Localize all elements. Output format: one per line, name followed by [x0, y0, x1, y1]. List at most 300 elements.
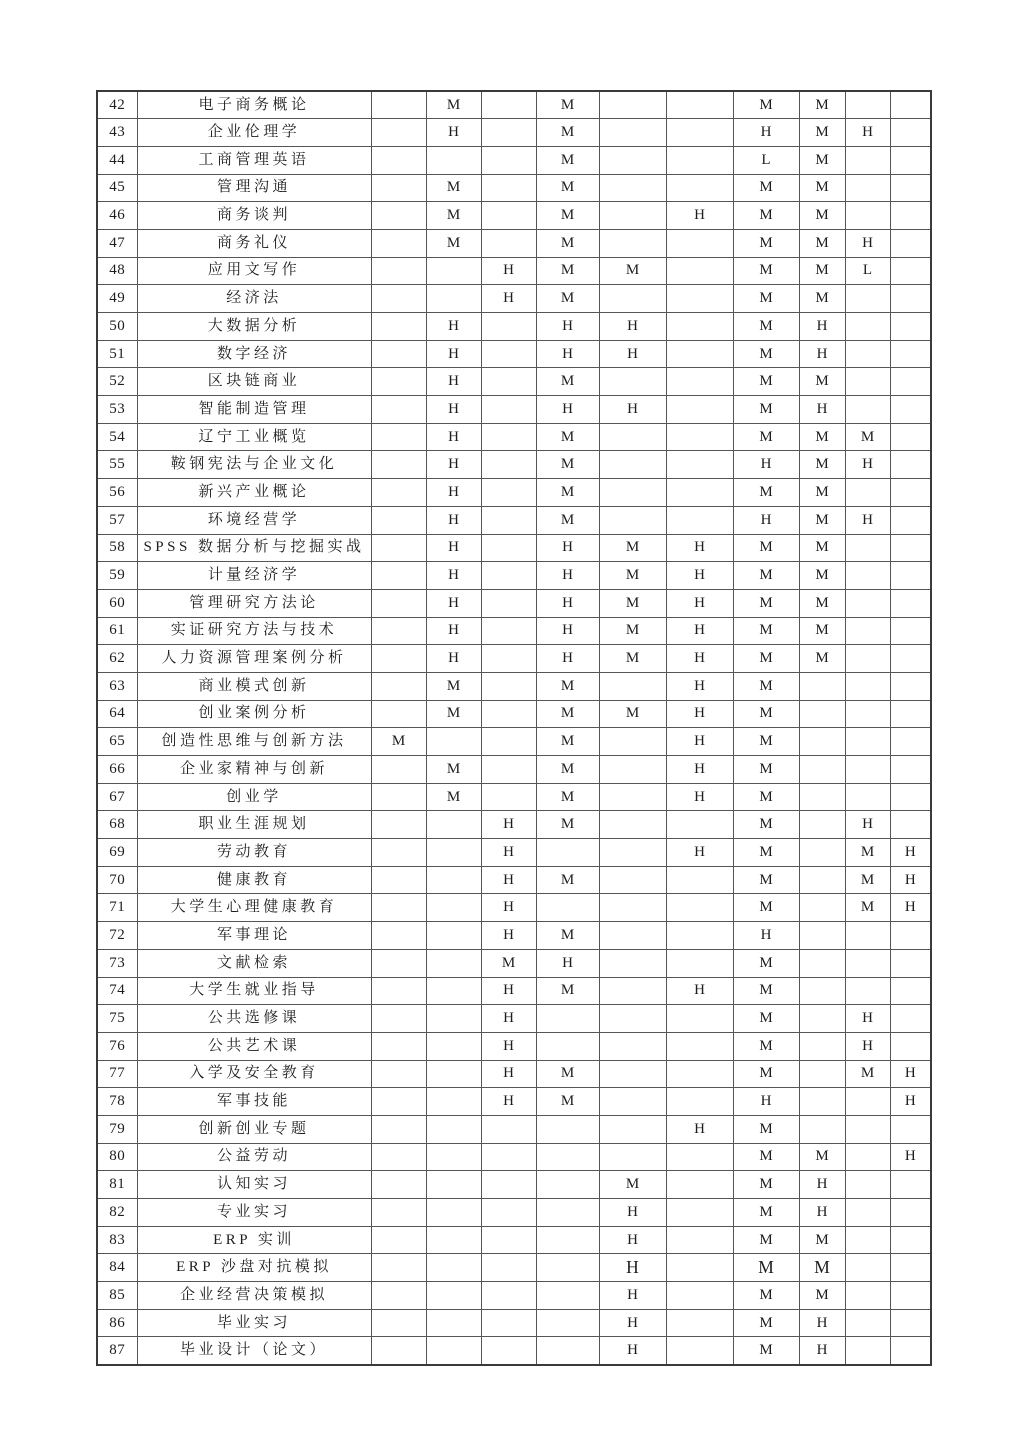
course-name: 企业经营决策模拟	[137, 1282, 371, 1310]
level-cell	[371, 589, 426, 617]
level-cell: H	[426, 340, 481, 368]
course-name: 入学及安全教育	[137, 1060, 371, 1088]
level-cell: M	[599, 257, 666, 285]
level-cell	[426, 894, 481, 922]
level-cell	[371, 146, 426, 174]
level-cell: H	[426, 617, 481, 645]
level-cell: M	[733, 977, 799, 1005]
level-cell	[371, 313, 426, 341]
level-cell: H	[426, 589, 481, 617]
level-cell	[426, 811, 481, 839]
level-cell	[599, 423, 666, 451]
level-cell: M	[799, 229, 845, 257]
level-cell	[371, 202, 426, 230]
level-cell	[890, 1032, 931, 1060]
level-cell: M	[536, 285, 599, 313]
level-cell	[599, 894, 666, 922]
course-name: 商务礼仪	[137, 229, 371, 257]
course-name: 辽宁工业概览	[137, 423, 371, 451]
table-row	[97, 756, 931, 784]
row-number: 68	[97, 811, 137, 839]
course-name: 创业案例分析	[137, 700, 371, 728]
level-cell: M	[799, 146, 845, 174]
table-row	[97, 894, 931, 922]
level-cell	[371, 922, 426, 950]
level-cell: M	[733, 949, 799, 977]
level-cell	[481, 313, 536, 341]
course-name: 实证研究方法与技术	[137, 617, 371, 645]
level-cell: M	[733, 562, 799, 590]
table-row	[97, 949, 931, 977]
level-cell	[666, 423, 733, 451]
level-cell	[845, 368, 890, 396]
level-cell: M	[536, 672, 599, 700]
table-row	[97, 1088, 931, 1116]
level-cell: H	[481, 285, 536, 313]
level-cell	[599, 756, 666, 784]
table-row	[97, 617, 931, 645]
row-number: 42	[97, 91, 137, 119]
level-cell	[599, 451, 666, 479]
level-cell: H	[536, 313, 599, 341]
level-cell	[481, 700, 536, 728]
level-cell: M	[799, 1282, 845, 1310]
level-cell: H	[890, 1143, 931, 1171]
level-cell: H	[481, 257, 536, 285]
table-row	[97, 645, 931, 673]
level-cell: H	[426, 479, 481, 507]
level-cell	[481, 1143, 536, 1171]
level-cell: M	[733, 839, 799, 867]
level-cell: H	[733, 922, 799, 950]
level-cell	[666, 479, 733, 507]
level-cell	[666, 119, 733, 147]
level-cell: M	[599, 617, 666, 645]
level-cell	[371, 839, 426, 867]
level-cell: M	[733, 174, 799, 202]
level-cell	[845, 1254, 890, 1282]
row-number: 79	[97, 1115, 137, 1143]
level-cell	[799, 1115, 845, 1143]
course-name: 企业家精神与创新	[137, 756, 371, 784]
level-cell: H	[666, 534, 733, 562]
level-cell: M	[733, 1171, 799, 1199]
level-cell: H	[845, 451, 890, 479]
level-cell	[371, 285, 426, 313]
level-cell	[799, 811, 845, 839]
level-cell: H	[536, 396, 599, 424]
level-cell: M	[599, 1171, 666, 1199]
level-cell: H	[481, 811, 536, 839]
level-cell: H	[426, 451, 481, 479]
level-cell: M	[733, 1032, 799, 1060]
level-cell	[599, 146, 666, 174]
level-cell	[799, 949, 845, 977]
level-cell: M	[536, 728, 599, 756]
level-cell	[371, 756, 426, 784]
row-number: 50	[97, 313, 137, 341]
level-cell: M	[733, 1115, 799, 1143]
level-cell	[481, 589, 536, 617]
level-cell	[890, 534, 931, 562]
level-cell	[371, 1199, 426, 1227]
level-cell	[536, 1005, 599, 1033]
level-cell: H	[799, 340, 845, 368]
course-name: 商务谈判	[137, 202, 371, 230]
level-cell	[666, 949, 733, 977]
level-cell	[481, 1337, 536, 1365]
course-name: 区块链商业	[137, 368, 371, 396]
level-cell: M	[799, 451, 845, 479]
level-cell: M	[845, 1060, 890, 1088]
row-number: 78	[97, 1088, 137, 1116]
level-cell: H	[845, 1032, 890, 1060]
level-cell: M	[536, 756, 599, 784]
level-cell	[599, 1143, 666, 1171]
level-cell: H	[536, 340, 599, 368]
level-cell: M	[536, 506, 599, 534]
level-cell	[481, 1254, 536, 1282]
level-cell: H	[733, 451, 799, 479]
level-cell	[845, 672, 890, 700]
level-cell: M	[733, 1254, 799, 1282]
level-cell	[599, 1088, 666, 1116]
level-cell	[371, 783, 426, 811]
level-cell	[426, 839, 481, 867]
table-row	[97, 91, 931, 119]
level-cell: M	[733, 617, 799, 645]
row-number: 60	[97, 589, 137, 617]
level-cell	[666, 922, 733, 950]
level-cell	[371, 1143, 426, 1171]
level-cell: M	[799, 506, 845, 534]
level-cell	[426, 949, 481, 977]
row-number: 67	[97, 783, 137, 811]
level-cell	[890, 1282, 931, 1310]
level-cell: M	[799, 368, 845, 396]
level-cell	[426, 1226, 481, 1254]
level-cell	[666, 1226, 733, 1254]
course-name: 创新创业专题	[137, 1115, 371, 1143]
row-number: 47	[97, 229, 137, 257]
level-cell	[426, 977, 481, 1005]
row-number: 84	[97, 1254, 137, 1282]
row-number: 82	[97, 1199, 137, 1227]
level-cell: H	[481, 1060, 536, 1088]
level-cell	[481, 728, 536, 756]
table-row	[97, 257, 931, 285]
level-cell	[426, 1005, 481, 1033]
level-cell	[666, 396, 733, 424]
level-cell	[845, 313, 890, 341]
level-cell: H	[666, 562, 733, 590]
table-row	[97, 783, 931, 811]
level-cell: M	[733, 1143, 799, 1171]
level-cell	[890, 977, 931, 1005]
level-cell: M	[799, 534, 845, 562]
level-cell	[845, 589, 890, 617]
level-cell	[799, 1005, 845, 1033]
level-cell	[845, 285, 890, 313]
level-cell	[890, 949, 931, 977]
course-name: 大学生就业指导	[137, 977, 371, 1005]
level-cell	[890, 368, 931, 396]
level-cell: H	[536, 562, 599, 590]
level-cell: L	[733, 146, 799, 174]
level-cell: M	[536, 700, 599, 728]
level-cell	[426, 1309, 481, 1337]
level-cell	[666, 340, 733, 368]
table-row	[97, 340, 931, 368]
level-cell	[890, 783, 931, 811]
level-cell	[890, 672, 931, 700]
level-cell	[845, 1171, 890, 1199]
level-cell: H	[481, 1032, 536, 1060]
table-row	[97, 589, 931, 617]
level-cell	[890, 423, 931, 451]
level-cell: M	[733, 700, 799, 728]
level-cell	[890, 562, 931, 590]
level-cell	[371, 534, 426, 562]
level-cell	[799, 672, 845, 700]
level-cell	[481, 368, 536, 396]
level-cell	[599, 1060, 666, 1088]
level-cell: M	[733, 285, 799, 313]
level-cell	[481, 506, 536, 534]
level-cell: M	[799, 285, 845, 313]
table-row	[97, 285, 931, 313]
level-cell	[371, 1337, 426, 1365]
level-cell: H	[733, 1088, 799, 1116]
level-cell: M	[536, 1088, 599, 1116]
level-cell	[481, 534, 536, 562]
course-name: 公共艺术课	[137, 1032, 371, 1060]
level-cell: H	[666, 672, 733, 700]
course-name: 公益劳动	[137, 1143, 371, 1171]
course-name: 毕业实习	[137, 1309, 371, 1337]
level-cell	[536, 1143, 599, 1171]
level-cell	[481, 202, 536, 230]
level-cell: H	[890, 1060, 931, 1088]
level-cell	[845, 1088, 890, 1116]
table-row	[97, 672, 931, 700]
level-cell	[666, 229, 733, 257]
level-cell: M	[799, 1143, 845, 1171]
level-cell	[666, 313, 733, 341]
level-cell: H	[599, 1309, 666, 1337]
level-cell	[599, 1115, 666, 1143]
level-cell	[481, 783, 536, 811]
level-cell	[481, 1199, 536, 1227]
level-cell	[845, 562, 890, 590]
level-cell: H	[666, 1115, 733, 1143]
level-cell	[481, 340, 536, 368]
level-cell	[666, 146, 733, 174]
level-cell: M	[733, 396, 799, 424]
level-cell	[799, 922, 845, 950]
level-cell: H	[481, 1005, 536, 1033]
level-cell: H	[845, 229, 890, 257]
level-cell	[426, 866, 481, 894]
level-cell	[890, 756, 931, 784]
level-cell	[890, 313, 931, 341]
table-row	[97, 1254, 931, 1282]
level-cell	[536, 1171, 599, 1199]
course-name: 应用文写作	[137, 257, 371, 285]
level-cell: H	[426, 562, 481, 590]
level-cell: M	[799, 423, 845, 451]
level-cell	[599, 672, 666, 700]
level-cell: M	[426, 229, 481, 257]
level-cell	[845, 645, 890, 673]
level-cell	[599, 728, 666, 756]
level-cell: M	[599, 700, 666, 728]
row-number: 44	[97, 146, 137, 174]
row-number: 70	[97, 866, 137, 894]
level-cell: H	[890, 839, 931, 867]
course-name: 毕业设计（论文）	[137, 1337, 371, 1365]
table-row	[97, 977, 931, 1005]
level-cell: M	[536, 977, 599, 1005]
level-cell	[481, 479, 536, 507]
row-number: 72	[97, 922, 137, 950]
level-cell: H	[536, 617, 599, 645]
row-number: 71	[97, 894, 137, 922]
level-cell: M	[536, 91, 599, 119]
level-cell: M	[426, 783, 481, 811]
row-number: 49	[97, 285, 137, 313]
level-cell	[599, 839, 666, 867]
level-cell	[845, 479, 890, 507]
level-cell	[890, 1309, 931, 1337]
level-cell: M	[799, 119, 845, 147]
level-cell: M	[536, 146, 599, 174]
table-row	[97, 811, 931, 839]
row-number: 85	[97, 1282, 137, 1310]
level-cell	[599, 1032, 666, 1060]
level-cell	[371, 949, 426, 977]
level-cell	[481, 1309, 536, 1337]
level-cell	[890, 479, 931, 507]
course-name: 电子商务概论	[137, 91, 371, 119]
level-cell	[536, 1282, 599, 1310]
course-name: 经济法	[137, 285, 371, 313]
level-cell	[666, 1199, 733, 1227]
table-row	[97, 506, 931, 534]
level-cell: H	[666, 839, 733, 867]
level-cell: M	[536, 257, 599, 285]
table-row	[97, 313, 931, 341]
level-cell	[890, 1171, 931, 1199]
level-cell	[845, 1143, 890, 1171]
level-cell	[371, 91, 426, 119]
level-cell: M	[799, 174, 845, 202]
row-number: 69	[97, 839, 137, 867]
row-number: 77	[97, 1060, 137, 1088]
course-name: ERP 实训	[137, 1226, 371, 1254]
level-cell	[890, 645, 931, 673]
row-number: 80	[97, 1143, 137, 1171]
level-cell	[371, 1060, 426, 1088]
table-row	[97, 479, 931, 507]
level-cell	[799, 1060, 845, 1088]
table-row	[97, 1060, 931, 1088]
level-cell	[371, 1088, 426, 1116]
row-number: 52	[97, 368, 137, 396]
row-number: 45	[97, 174, 137, 202]
course-name: 商业模式创新	[137, 672, 371, 700]
level-cell	[890, 451, 931, 479]
level-cell	[481, 174, 536, 202]
level-cell	[845, 340, 890, 368]
level-cell: H	[666, 202, 733, 230]
level-cell	[371, 340, 426, 368]
level-cell: H	[426, 645, 481, 673]
level-cell: M	[536, 229, 599, 257]
level-cell: H	[799, 313, 845, 341]
level-cell: M	[733, 534, 799, 562]
level-cell	[845, 202, 890, 230]
level-cell	[481, 672, 536, 700]
course-name: 创造性思维与创新方法	[137, 728, 371, 756]
level-cell	[536, 1309, 599, 1337]
level-cell	[599, 202, 666, 230]
level-cell	[536, 839, 599, 867]
course-name: 企业伦理学	[137, 119, 371, 147]
level-cell	[666, 1060, 733, 1088]
level-cell	[426, 146, 481, 174]
row-number: 65	[97, 728, 137, 756]
level-cell	[666, 451, 733, 479]
level-cell	[666, 1309, 733, 1337]
level-cell: H	[426, 313, 481, 341]
level-cell: M	[536, 811, 599, 839]
level-cell: H	[799, 1309, 845, 1337]
level-cell: M	[536, 479, 599, 507]
course-name: 创业学	[137, 783, 371, 811]
level-cell	[599, 479, 666, 507]
level-cell: M	[426, 91, 481, 119]
level-cell: M	[536, 202, 599, 230]
level-cell	[536, 1032, 599, 1060]
course-name: 管理研究方法论	[137, 589, 371, 617]
level-cell	[890, 340, 931, 368]
course-name: 职业生涯规划	[137, 811, 371, 839]
table-row	[97, 728, 931, 756]
level-cell	[371, 229, 426, 257]
level-cell	[845, 700, 890, 728]
level-cell	[599, 811, 666, 839]
level-cell	[371, 451, 426, 479]
course-name: 管理沟通	[137, 174, 371, 202]
level-cell	[890, 1337, 931, 1365]
course-name: 数字经济	[137, 340, 371, 368]
table-row	[97, 1309, 931, 1337]
level-cell: H	[481, 866, 536, 894]
level-cell	[481, 229, 536, 257]
level-cell	[371, 479, 426, 507]
level-cell	[481, 1115, 536, 1143]
row-number: 87	[97, 1337, 137, 1365]
level-cell: M	[599, 562, 666, 590]
level-cell	[371, 1226, 426, 1254]
level-cell: H	[481, 1088, 536, 1116]
level-cell: M	[733, 202, 799, 230]
row-number: 86	[97, 1309, 137, 1337]
row-number: 73	[97, 949, 137, 977]
level-cell	[481, 1282, 536, 1310]
level-cell: H	[536, 589, 599, 617]
